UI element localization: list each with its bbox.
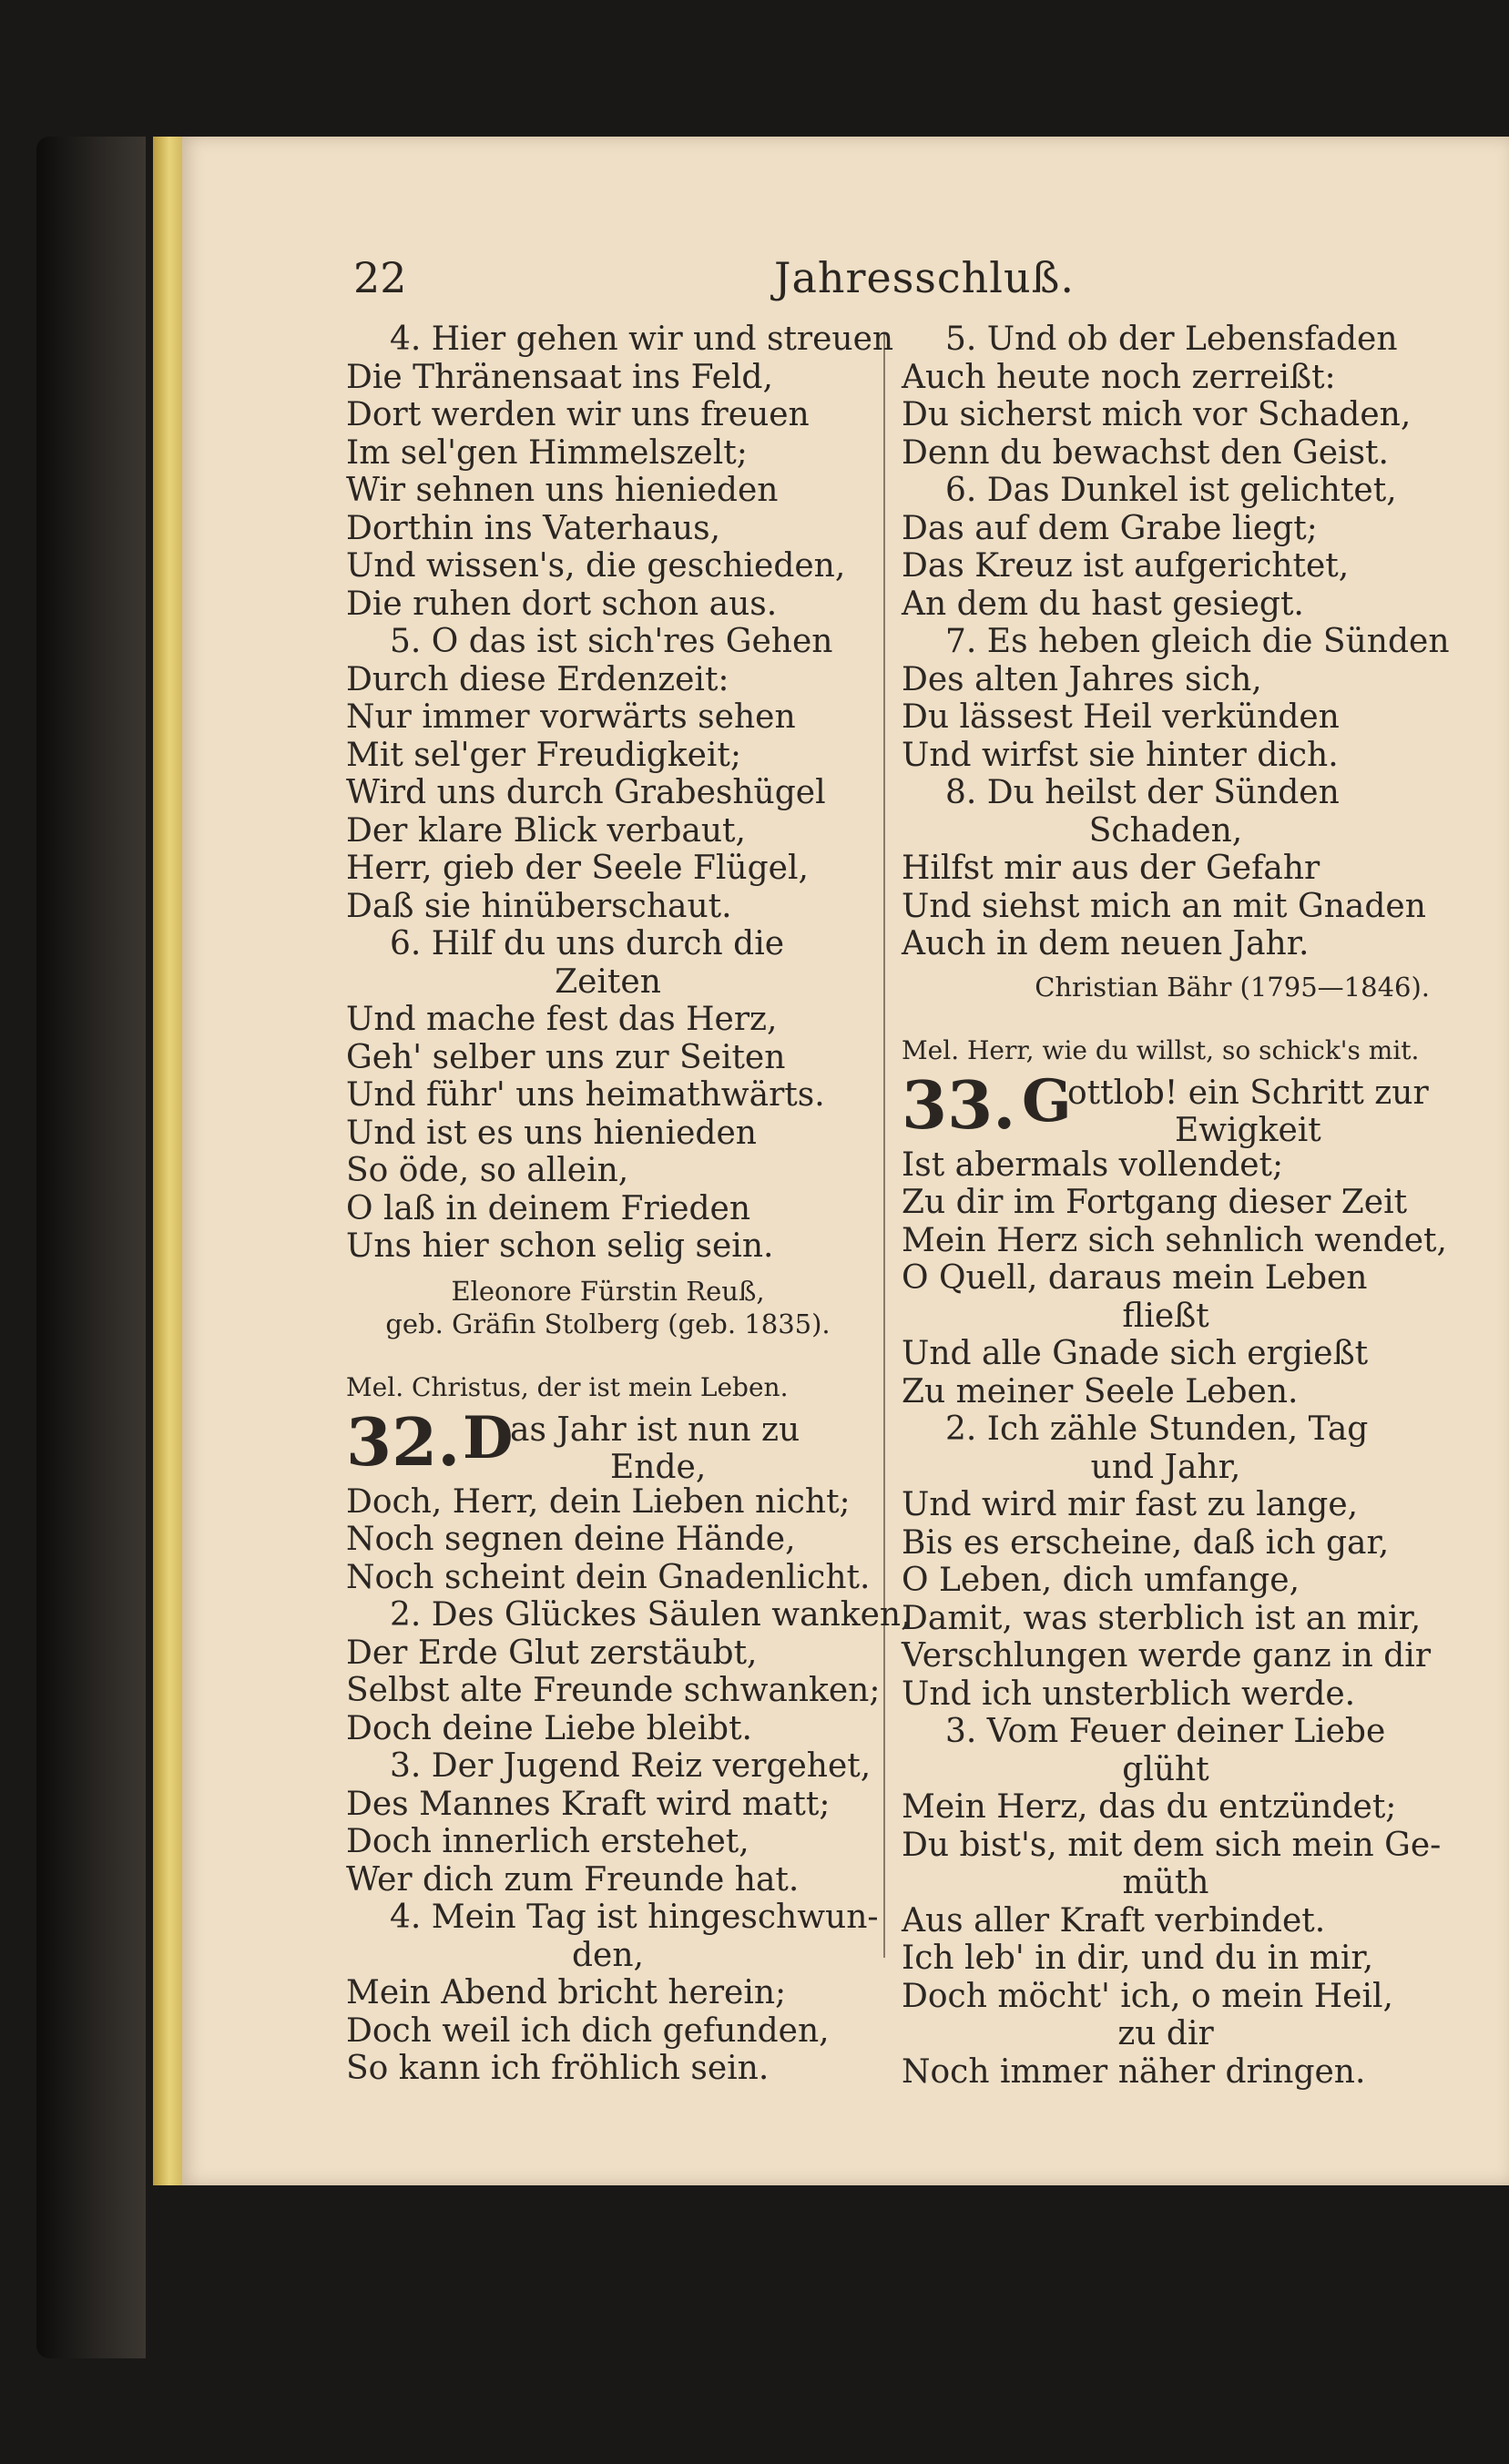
- verse-line: Du bist's, mit dem sich mein Ge-: [902, 1826, 1442, 1864]
- verse-line: Herr, gieb der Seele Flügel,: [346, 850, 809, 887]
- drop-initial: D: [463, 1403, 514, 1472]
- author-attribution: geb. Gräfin Stolberg (geb. 1835).: [385, 1308, 831, 1339]
- book-spine: [36, 137, 146, 2358]
- verse-line: 3. Vom Feuer deiner Liebe: [945, 1713, 1386, 1750]
- melody-note: Mel. Herr, wie du willst, so schick's mit.: [902, 1034, 1420, 1065]
- verse-line: 4. Hier gehen wir und streuen: [390, 321, 894, 358]
- verse-line: Und führ' uns heimathwärts.: [346, 1076, 825, 1114]
- verse-line: Und wissen's, die geschieden,: [346, 547, 846, 585]
- verse-line: Und mache fest das Herz,: [346, 1001, 778, 1038]
- left-column: [346, 321, 912, 2088]
- verse-line: Zu dir im Fortgang dieser Zeit: [902, 1184, 1408, 1221]
- verse-line: Damit, was sterblich ist an mir,: [902, 1599, 1422, 1637]
- page-number: 22: [353, 253, 407, 302]
- verse-line: Durch diese Erdenzeit:: [346, 660, 729, 698]
- verse-line: Des alten Jahres sich,: [902, 660, 1262, 698]
- author-attribution: Christian Bähr (1795—1846).: [1035, 971, 1430, 1003]
- verse-line: Im sel'gen Himmelszelt;: [346, 433, 748, 472]
- verse-line: Mein Abend bricht herein;: [346, 1974, 787, 2011]
- verse-line: Du lässest Heil verkünden: [902, 698, 1340, 736]
- verse-line: Nur immer vorwärts sehen: [346, 698, 796, 736]
- author-attribution: Eleonore Fürstin Reuß,: [451, 1275, 765, 1307]
- verse-line: So öde, so allein,: [346, 1152, 629, 1189]
- verse-line: Noch immer näher dringen.: [902, 2052, 1366, 2091]
- verse-line: An dem du hast gesiegt.: [902, 585, 1304, 623]
- gilt-page-edge: [153, 137, 186, 2185]
- verse-line: Doch weil ich dich gefunden,: [346, 2011, 830, 2050]
- verse-line: Wird uns durch Grabeshügel: [346, 774, 826, 811]
- book-page: [182, 137, 1509, 2185]
- verse-line: 6. Das Dunkel ist gelichtet,: [945, 472, 1397, 509]
- verse-line: Doch möcht' ich, o mein Heil,: [902, 1977, 1393, 2015]
- verse-line: O laß in deinem Frieden: [346, 1189, 751, 1227]
- verse-line: Auch heute noch zerreißt:: [902, 358, 1336, 396]
- verse-line: Die Thränensaat ins Feld,: [346, 358, 773, 396]
- verse-line: Zu meiner Seele Leben.: [902, 1372, 1299, 1410]
- verse-line: as Jahr ist nun zu: [510, 1410, 800, 1449]
- verse-line: Hilfst mir aus der Gefahr: [902, 850, 1320, 887]
- verse-line: Und ich unsterblich werde.: [902, 1675, 1356, 1713]
- verse-line: Ist abermals vollendet;: [902, 1145, 1284, 1184]
- verse-line: Verschlungen werde ganz in dir: [902, 1637, 1432, 1675]
- verse-line: Die ruhen dort schon aus.: [346, 585, 778, 623]
- hymn-opening: [902, 1065, 1430, 1149]
- verse-line: und Jahr,: [1090, 1448, 1241, 1486]
- verse-line: müth: [1122, 1864, 1209, 1901]
- verse-line: Selbst alte Freunde schwanken;: [346, 1672, 881, 1709]
- verse-line: O Leben, dich umfange,: [902, 1562, 1300, 1599]
- verse-line: 4. Mein Tag ist hingeschwun-: [390, 1899, 879, 1936]
- right-column: [902, 321, 1450, 2091]
- verse-line: Bis es erscheine, daß ich gar,: [902, 1523, 1390, 1562]
- verse-line: 5. Und ob der Lebensfaden: [945, 321, 1398, 358]
- melody-note: Mel. Christus, der ist mein Leben.: [346, 1371, 789, 1402]
- verse-line: Das auf dem Grabe liegt;: [902, 509, 1318, 547]
- verse-line: Mit sel'ger Freudigkeit;: [346, 736, 741, 774]
- verse-line: Wer dich zum Freunde hat.: [346, 1860, 800, 1899]
- verse-line: Des Mannes Kraft wird matt;: [346, 1785, 831, 1823]
- verse-line: Wir sehnen uns hienieden: [346, 472, 779, 509]
- verse-line: Das Kreuz ist aufgerichtet,: [902, 547, 1350, 585]
- verse-line: 2. Des Glückes Säulen wanken,: [390, 1596, 912, 1634]
- verse-line: O Quell, daraus mein Leben: [902, 1259, 1368, 1297]
- verse-line: Schaden,: [1088, 811, 1243, 850]
- verse-line: ottlob! ein Schritt zur: [1067, 1074, 1429, 1112]
- verse-line: 2. Ich zähle Stunden, Tag: [945, 1410, 1369, 1448]
- verse-line: Und wirfst sie hinter dich.: [902, 736, 1339, 774]
- verse-line: Ewigkeit: [1175, 1111, 1321, 1149]
- verse-line: Du sicherst mich vor Schaden,: [902, 396, 1412, 433]
- verse-line: Doch innerlich erstehet,: [346, 1823, 749, 1860]
- verse-line: fließt: [1122, 1297, 1209, 1335]
- verse-line: 5. O das ist sich'res Gehen: [390, 623, 833, 660]
- hymn-opening: [346, 1402, 870, 1486]
- verse-line: Ich leb' in dir, und du in mir,: [902, 1940, 1374, 1977]
- verse-line: Uns hier schon selig sein.: [346, 1227, 774, 1265]
- verse-line: Zeiten: [555, 962, 661, 1001]
- verse-line: Dort werden wir uns freuen: [346, 396, 810, 433]
- verse-line: glüht: [1122, 1750, 1209, 1788]
- verse-line: Denn du bewachst den Geist.: [902, 433, 1389, 472]
- verse-line: 6. Hilf du uns durch die: [390, 925, 785, 962]
- verse-line: Mein Herz sich sehnlich wendet,: [902, 1221, 1447, 1259]
- verse-line: Der klare Blick verbaut,: [346, 811, 746, 850]
- verse-line: den,: [572, 1936, 644, 1974]
- verse-line: Daß sie hinüberschaut.: [346, 887, 732, 925]
- verse-line: Doch deine Liebe bleibt.: [346, 1709, 752, 1747]
- verse-line: Dorthin ins Vaterhaus,: [346, 509, 721, 547]
- verse-line: Mein Herz, das du entzündet;: [902, 1788, 1397, 1826]
- verse-line: Doch, Herr, dein Lieben nicht;: [346, 1482, 851, 1521]
- verse-line: Ende,: [610, 1448, 707, 1486]
- verse-line: Geh' selber uns zur Seiten: [346, 1038, 786, 1076]
- verse-line: Auch in dem neuen Jahr.: [902, 925, 1310, 962]
- verse-line: 8. Du heilst der Sünden: [945, 774, 1340, 811]
- verse-line: 3. Der Jugend Reiz vergehet,: [390, 1747, 872, 1785]
- verse-line: zu dir: [1117, 2015, 1214, 2052]
- verse-line: 7. Es heben gleich die Sünden: [945, 623, 1450, 660]
- verse-line: Und wird mir fast zu lange,: [902, 1486, 1359, 1523]
- verse-line: Und siehst mich an mit Gnaden: [902, 887, 1426, 925]
- drop-initial: G: [1022, 1066, 1072, 1135]
- running-title: Jahresschluß.: [774, 253, 1075, 302]
- hymn-number: 33.: [902, 1065, 1016, 1144]
- hymn-number: 32.: [346, 1402, 461, 1481]
- verse-line: Noch scheint dein Gnadenlicht.: [346, 1558, 871, 1596]
- column-rule: [883, 332, 885, 1958]
- running-head: [182, 253, 1509, 317]
- verse-line: Und ist es uns hienieden: [346, 1114, 757, 1152]
- verse-line: Aus aller Kraft verbindet.: [902, 1901, 1326, 1940]
- verse-line: Noch segnen deine Hände,: [346, 1521, 796, 1558]
- verse-line: Der Erde Glut zerstäubt,: [346, 1634, 758, 1672]
- verse-line: Und alle Gnade sich ergießt: [902, 1335, 1369, 1372]
- verse-line: So kann ich fröhlich sein.: [346, 2050, 770, 2087]
